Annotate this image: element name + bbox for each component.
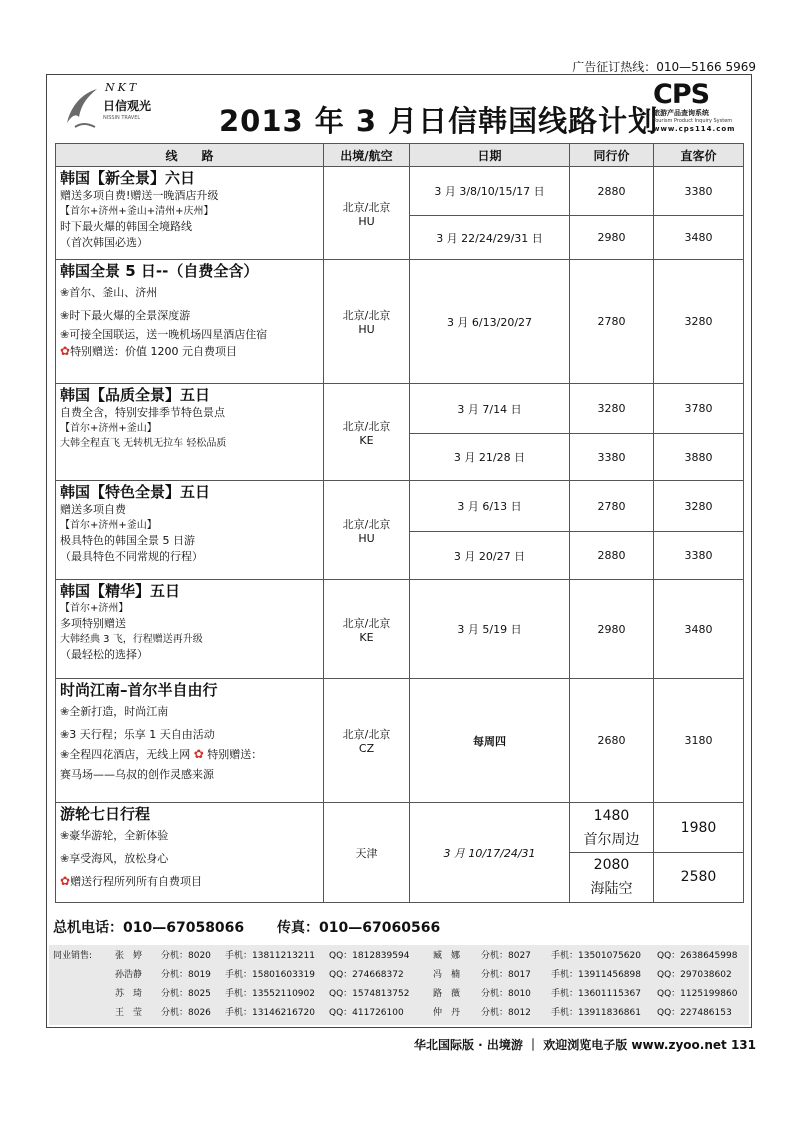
flight-cell <box>324 384 410 481</box>
date-cell: 每周四 <box>410 679 570 803</box>
route-line: 【首尔+济州+釜山】 <box>60 423 157 434</box>
flower-bullet-icon: ❀ <box>60 728 70 741</box>
cps-subtitle: 旅游产品查询系统 <box>653 109 709 117</box>
flight-airline: KE <box>359 433 374 447</box>
route-cell <box>56 803 324 903</box>
route-title: 时尚江南–首尔半自由行 <box>60 681 218 699</box>
cps-logo <box>653 81 739 134</box>
contact-qq: QQ：1812839594 <box>329 951 410 961</box>
retail-price-cell: 3280 <box>654 260 744 384</box>
date-cell: 3 月 6/13 日 <box>410 481 570 532</box>
contact-ext: 分机：8017 <box>481 970 531 980</box>
contact-name: 仲 丹 <box>433 1008 461 1018</box>
flower-bullet-icon: ❀ <box>60 748 70 761</box>
contact-ext: 分机：8025 <box>161 989 211 999</box>
table-row <box>56 167 744 216</box>
flight-airline: KE <box>359 630 374 644</box>
flight-city: 北京/北京 <box>342 616 391 630</box>
flight-cell <box>324 167 410 260</box>
flight-city: 北京/北京 <box>342 200 391 214</box>
contact-name: 臧 娜 <box>433 951 461 961</box>
route-line: 自费全含，特别安排季节特色景点 <box>60 406 225 419</box>
route-line: 赠送多项自费!赠送一晚酒店升级 <box>60 189 219 202</box>
contact-ext: 分机：8020 <box>161 951 211 961</box>
route-table <box>55 143 744 903</box>
retail-price-cell: 3880 <box>654 434 744 481</box>
peer-price-cell: 2780 <box>570 260 654 384</box>
route-line: ❀豪华游轮，全新体验 <box>60 829 169 842</box>
route-line: 【首尔+济州+釜山+清州+庆州】 <box>60 206 214 217</box>
flower-bullet-icon: ❀ <box>60 309 70 322</box>
contact-phones <box>53 917 468 937</box>
brand-sub: NISSIN TRAVEL <box>103 115 141 121</box>
retail-price-cell: 3180 <box>654 679 744 803</box>
route-line: 大韩全程直飞 无转机无拉车 轻松品质 <box>60 438 227 449</box>
cps-mark: CPS <box>653 79 710 110</box>
contact-mobile: 手机：13811213211 <box>225 951 315 961</box>
contact-ext: 分机：8027 <box>481 951 531 961</box>
contact-mobile: 手机：15801603319 <box>225 970 315 980</box>
flight-cell <box>324 481 410 580</box>
route-title: 韩国【品质全景】五日 <box>60 386 211 404</box>
route-line: ❀全新打造，时尚江南 <box>60 705 169 718</box>
flower-icon: ✿ <box>60 344 71 358</box>
footer-text: 华北国际版 · 出境游 ｜ 欢迎浏览电子版 www.zyoo.net <box>413 1038 727 1052</box>
retail-price-cell <box>654 803 744 903</box>
route-line: ❀首尔、釜山、济州 <box>60 286 158 299</box>
route-line: 大韩经典 3 飞，行程赠送再升级 <box>60 634 203 645</box>
cps-url: www.cps114.com <box>653 125 736 133</box>
sales-contacts <box>49 945 749 1025</box>
flight-city: 天津 <box>355 846 378 860</box>
date-cell: 3 月 22/24/29/31 日 <box>410 216 570 260</box>
route-cell <box>56 580 324 679</box>
flower-bullet-icon: ❀ <box>60 829 70 842</box>
route-title: 韩国【特色全景】五日 <box>60 483 211 501</box>
contact-qq: QQ：1574813752 <box>329 989 410 999</box>
peer-price-cell: 2880 <box>570 167 654 216</box>
contact-qq: QQ：411726100 <box>329 1008 404 1018</box>
fax-number: 传真：010—67060566 <box>277 920 441 936</box>
route-cell <box>56 260 324 384</box>
page-number: 131 <box>730 1038 756 1052</box>
date-cell: 3 月 10/17/24/31 <box>410 803 570 903</box>
route-line: （最具特色不同常规的行程） <box>60 550 203 563</box>
contact-name: 张 婷 <box>115 951 143 961</box>
table-row <box>56 679 744 803</box>
flower-icon: ✿ <box>60 874 71 888</box>
flight-city: 北京/北京 <box>342 728 391 741</box>
col-header-date: 日期 <box>410 144 570 167</box>
retail-price-cell: 3380 <box>654 532 744 580</box>
contact-name: 王 莹 <box>115 1008 143 1018</box>
page-title: 2013 年 3 月日信韩国线路计划 <box>219 104 659 138</box>
route-title: 韩国【新全景】六日 <box>60 169 196 187</box>
route-cell <box>56 384 324 481</box>
peer-price-cell <box>570 803 654 903</box>
table-header-row <box>56 144 744 167</box>
contact-row <box>49 966 749 984</box>
peer-price-cell: 2980 <box>570 216 654 260</box>
retail-price-cell: 3480 <box>654 216 744 260</box>
retail-price-cell: 3380 <box>654 167 744 216</box>
retail-price: 2580 <box>654 852 743 901</box>
date-cell: 3 月 5/19 日 <box>410 580 570 679</box>
flight-airline: HU <box>358 214 375 228</box>
col-header-flight: 出境/航空 <box>324 144 410 167</box>
contact-row <box>49 985 749 1003</box>
contact-row <box>49 947 749 965</box>
route-line: 时下最火爆的韩国全境路线 <box>60 220 192 233</box>
table-row <box>56 260 744 384</box>
retail-price: 1980 <box>680 820 717 836</box>
contact-name: 冯 楠 <box>433 970 461 980</box>
date-cell: 3 月 21/28 日 <box>410 434 570 481</box>
page-footer <box>414 1036 756 1053</box>
flight-cell <box>324 803 410 903</box>
route-line: 【首尔+济州】 <box>60 603 129 614</box>
route-title: 韩国全景 5 日--（自费全含） <box>60 262 259 280</box>
route-line: ❀3 天行程；乐享 1 天自由活动 <box>60 728 215 741</box>
contact-mobile: 手机：13501075620 <box>551 951 641 961</box>
flight-airline: HU <box>358 323 375 336</box>
flower-bullet-icon: ❀ <box>60 705 70 718</box>
flower-bullet-icon: ❀ <box>60 852 70 865</box>
retail-price-cell: 3280 <box>654 481 744 532</box>
peer-price: 2080 <box>570 852 653 877</box>
route-line: ✿赠送行程所列所有自费项目 <box>60 874 203 888</box>
col-header-retail-price: 直客价 <box>654 144 744 167</box>
route-line: 赛马场——乌叔的创作灵感来源 <box>60 768 214 781</box>
route-line: （最轻松的选择） <box>60 648 148 661</box>
contact-ext: 分机：8019 <box>161 970 211 980</box>
table-row <box>56 384 744 434</box>
route-line: 多项特别赠送 <box>60 617 126 630</box>
date-cell: 3 月 7/14 日 <box>410 384 570 434</box>
flight-cell <box>324 260 410 384</box>
contact-mobile: 手机：13911836861 <box>551 1008 641 1018</box>
flight-cell <box>324 580 410 679</box>
route-title: 韩国【精华】五日 <box>60 582 181 600</box>
route-cell <box>56 481 324 580</box>
flower-icon: ✿ <box>193 747 204 761</box>
peer-price-cell: 2880 <box>570 532 654 580</box>
flight-city: 北京/北京 <box>342 309 391 322</box>
contact-qq: QQ：2638645998 <box>657 951 738 961</box>
flight-cell <box>324 679 410 803</box>
route-line: ❀全程四花酒店，无线上网 ✿ 特别赠送： <box>60 747 263 761</box>
flight-airline: HU <box>358 531 375 545</box>
contact-ext: 分机：8010 <box>481 989 531 999</box>
peer-price-note: 海陆空 <box>590 881 633 897</box>
contact-mobile: 手机：13601115367 <box>551 989 641 999</box>
route-cell <box>56 167 324 260</box>
nkt-logo <box>61 79 201 133</box>
route-line: ❀时下最火爆的全景深度游 <box>60 309 191 322</box>
contact-ext: 分机：8012 <box>481 1008 531 1018</box>
contact-qq: QQ：1125199860 <box>657 989 738 999</box>
crane-logo-icon <box>61 83 101 131</box>
peer-price: 1480 <box>593 808 630 824</box>
contact-mobile: 手机：13552110902 <box>225 989 315 999</box>
route-line: ❀享受海风，放松身心 <box>60 852 169 865</box>
ad-hotline: 广告征订热线：010—5166 5969 <box>572 60 756 74</box>
peer-price-note: 首尔周边 <box>583 832 640 848</box>
route-cell <box>56 679 324 803</box>
contact-mobile: 手机：13911456898 <box>551 970 641 980</box>
contact-row <box>49 1004 749 1022</box>
flight-city: 北京/北京 <box>342 419 391 433</box>
flight-city: 北京/北京 <box>342 517 391 531</box>
route-line: 赠送多项自费 <box>60 503 126 516</box>
contact-qq: QQ：227486153 <box>657 1008 732 1018</box>
retail-price-cell: 3780 <box>654 384 744 434</box>
retail-price-cell: 3480 <box>654 580 744 679</box>
table-row <box>56 481 744 532</box>
flower-bullet-icon: ❀ <box>60 286 70 299</box>
nkt-text: NKT <box>105 81 140 94</box>
contact-name: 孙浩静 <box>115 970 143 980</box>
flight-airline: CZ <box>358 742 375 755</box>
contact-name: 路 薇 <box>433 989 461 999</box>
contact-qq: QQ：297038602 <box>657 970 732 980</box>
main-phone: 总机电话：010—67058066 <box>53 920 245 936</box>
advertisement-sheet <box>46 74 752 1028</box>
date-cell: 3 月 20/27 日 <box>410 532 570 580</box>
route-line: ❀可接全国联运，送一晚机场四星酒店住宿 <box>60 328 268 341</box>
date-cell: 3 月 3/8/10/15/17 日 <box>410 167 570 216</box>
peer-price-cell: 2680 <box>570 679 654 803</box>
peer-price-cell: 3280 <box>570 384 654 434</box>
route-line: ✿特别赠送：价值 1200 元自费项目 <box>60 344 238 358</box>
contact-name: 苏 琦 <box>115 989 143 999</box>
col-header-peer-price: 同行价 <box>570 144 654 167</box>
peer-price-cell: 3380 <box>570 434 654 481</box>
route-title: 游轮七日行程 <box>60 805 151 823</box>
contact-qq: QQ：274668372 <box>329 970 404 980</box>
table-row <box>56 803 744 903</box>
route-line: 极具特色的韩国全景 5 日游 <box>60 534 195 547</box>
table-row <box>56 580 744 679</box>
peer-price-cell: 2980 <box>570 580 654 679</box>
brand-name: 日信观光 <box>103 99 152 113</box>
peer-price-cell: 2780 <box>570 481 654 532</box>
flower-bullet-icon: ❀ <box>60 328 70 341</box>
cps-english: Tourism Product Inquiry System <box>653 118 733 124</box>
sales-label: 同业销售: <box>53 951 93 961</box>
contact-ext: 分机：8026 <box>161 1008 211 1018</box>
date-cell: 3 月 6/13/20/27 <box>410 260 570 384</box>
contact-mobile: 手机：13146216720 <box>225 1008 315 1018</box>
col-header-route: 线 路 <box>56 144 324 167</box>
route-line: 【首尔+济州+釜山】 <box>60 520 157 531</box>
route-line: （首次韩国必选） <box>60 236 148 249</box>
